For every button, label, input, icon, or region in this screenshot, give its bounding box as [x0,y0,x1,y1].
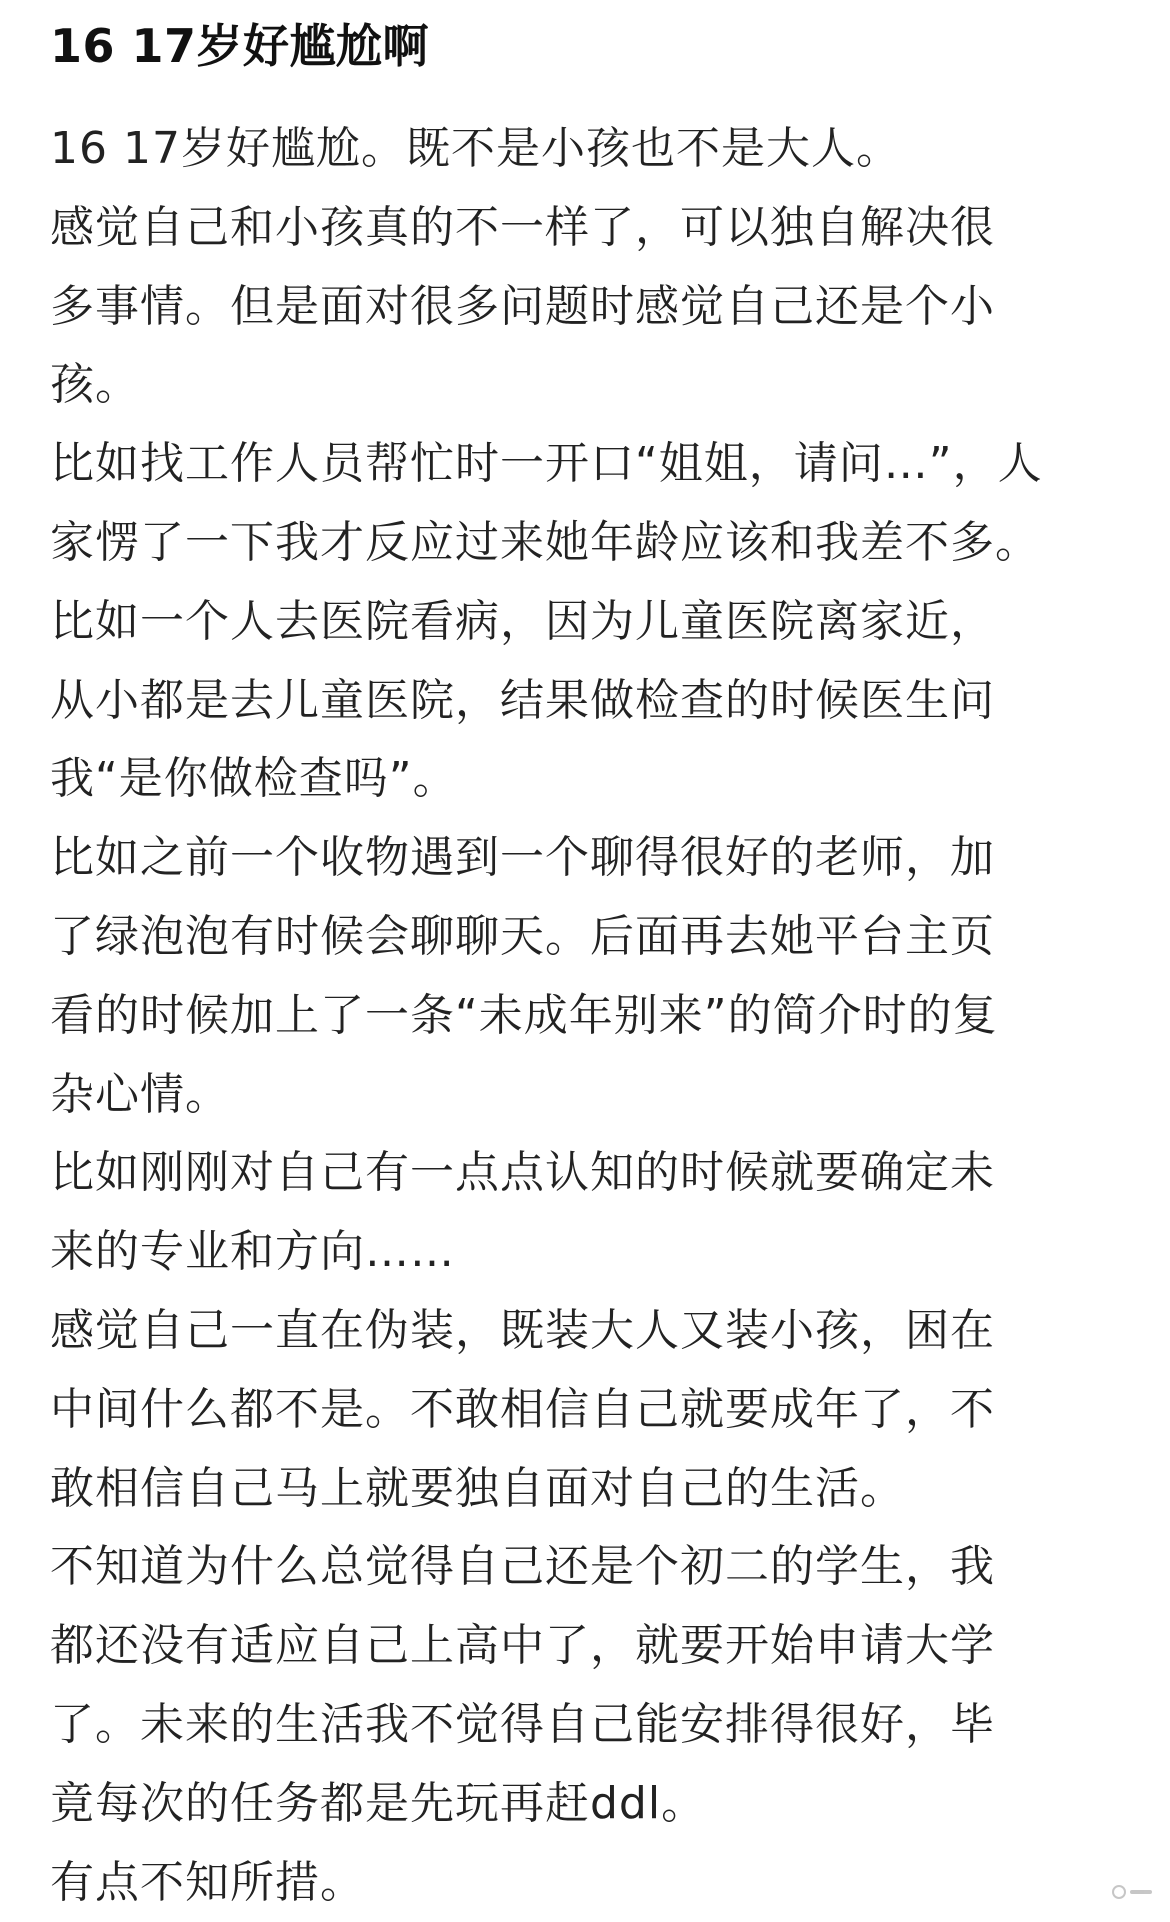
body-line: 来的专业和方向…… [50,1226,455,1278]
body-line: 都还没有适应自己上高中了，就要开始申请大学 [50,1620,995,1672]
body-line: 了。未来的生活我不觉得自己能安排得很好，毕 [50,1698,995,1750]
body-line: 16 17岁好尴尬。既不是小孩也不是大人。 [50,123,901,174]
body-line: 看的时候加上了一条“未成年别来”的简介时的复 [50,989,998,1041]
body-line: 比如一个人去医院看病，因为儿童医院离家近， [50,595,995,647]
body-line: 比如刚刚对自己有一点点认知的时候就要确定未 [50,1147,995,1199]
body-line: 竟每次的任务都是先玩再赶ddl。 [50,1777,707,1829]
body-line: 感觉自己一直在伪装，既装大人又装小孩，困在 [50,1304,995,1356]
body-line: 了绿泡泡有时候会聊聊天。后面再去她平台主页 [50,910,995,962]
body-line: 中间什么都不是。不敢相信自己就要成年了，不 [50,1383,995,1435]
post [50,14,1120,1908]
body-line: 杂心情。 [50,1068,230,1120]
watermark-bar-icon [1130,1890,1152,1894]
body-line: 敢相信自己马上就要独自面对自己的生活。 [50,1462,905,1514]
body-line: 从小都是去儿童医院，结果做检查的时候医生问 [50,674,995,726]
body-line: 有点不知所措。 [50,1856,365,1908]
watermark-logo-icon [1112,1885,1152,1899]
body-line: 比如之前一个收物遇到一个聊得很好的老师，加 [50,832,995,884]
body-line: 家愣了一下我才反应过来她年龄应该和我差不多。 [50,516,1040,568]
post-body [50,110,1120,1922]
body-line: 不知道为什么总觉得自己还是个初二的学生，我 [50,1541,995,1593]
post-title: 16 17岁好尴尬啊 [50,19,430,73]
body-line: 比如找工作人员帮忙时一开口“姐姐，请问…”，人 [50,438,1043,490]
body-line: 我“是你做检查吗”。 [50,753,458,805]
body-line: 多事情。但是面对很多问题时感觉自己还是个小 [50,280,995,332]
watermark-dot-icon [1112,1885,1126,1899]
body-line: 感觉自己和小孩真的不一样了，可以独自解决很 [50,201,995,253]
body-line: 孩。 [50,359,140,411]
